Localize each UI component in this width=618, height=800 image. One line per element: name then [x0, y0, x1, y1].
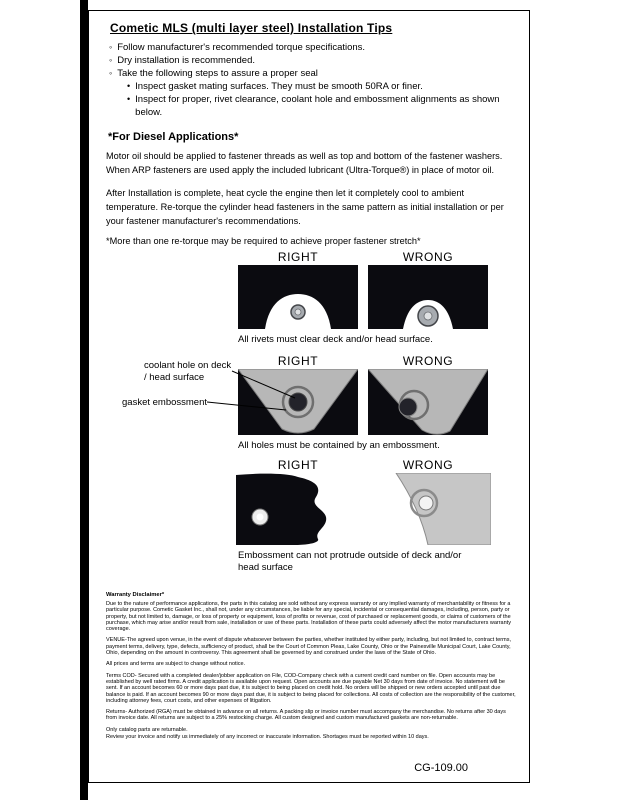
legal-paragraph: Returns- Authorized (RGA) must be obtained in advance on all returns. A packing slip or invoice number must accompany the merchandise. No returns after 30 days from invoice date. All returns are subject to a 25% restocking charge. All custom designed and custom manufactured gaskets are non-returnable. — [106, 709, 506, 722]
diagram-protrusion-right-image — [236, 473, 361, 545]
legal-paragraph: Terms COD- Secured with a completed dealer/jobber application on File, COD-Company check with a current credit card number on file. Open accounts may be established by well rated firms. A credit application is available upon request. Open accounts are due payable Net 30 days from date of invoice. No statement will be sent. If an account becomes 60 or more days past due, it is subject to being placed on credit hold. No orders will be shipped or new orders accepted until past due balance is paid. If an account becomes 90 or more days past due, it is subject to being placed for collections. All costs of collection are the responsibility of the customer, including attorney fees, court costs, and other expenses of litigation. — [106, 672, 516, 704]
legal-paragraph: Only catalog parts are returnable. — [106, 726, 188, 733]
tip-sub-bullet — [127, 80, 513, 93]
page-title: Cometic MLS (multi layer steel) Installation Tips — [110, 21, 393, 35]
tip-sub-bullet-text: • Inspect for proper, rivet clearance, coolant hole and embossment alignments as shown below. — [135, 94, 500, 118]
diagram-rivet-right-image — [238, 265, 358, 329]
tip-bullet-text: ◦ Follow manufacturer's recommended torque specifications. — [117, 42, 366, 53]
row1-right-label: RIGHT — [277, 250, 319, 264]
row2-wrong-label: WRONG — [402, 354, 454, 368]
retorque-note: *More than one re-torque may be required to achieve proper fastener stretch* — [106, 236, 421, 246]
legal-paragraph: Due to the nature of performance applications, the parts in this catalog are sold without any express warranty or any implied warranty of merchantability or fitness for a particular purpose. Cometic Gasket Inc., shall not, under any circumstances, be liable for any special, incidental or consequential damages, including, person, party or property, but not limited to, damage, or loss of property or equipment, loss of profits or revenue, cost of purchased or replacement goods, or claims of customers of the purchase, which may arise and/or result from sale, installation or use of these parts. Installation of these parts could adversely affect the motor manufacturers warranty coverage. — [106, 601, 511, 633]
legal-paragraph: VENUE-The agreed upon venue, in the event of dispute whatsoever between the parties, whether instituted by either party, including, but not limited to, contract terms, payment terms, delivery, type, defects, sufficiency of product, shall be the Court of Common Pleas, Lake County, Ohio or the Painesville Municipal Court, Lake County, Ohio, depending on the amount in controversy. This agreement shall be governed by and construed under the laws of the State of Ohio. — [106, 637, 511, 657]
tip-bullet-text: ◦ Take the following steps to assure a proper seal — [117, 68, 318, 79]
page-edge-bar — [80, 0, 88, 800]
row2-caption: All holes must be contained by an embossment. — [238, 440, 440, 451]
diagram-embossment-wrong-image — [368, 369, 488, 435]
legal-section — [106, 592, 518, 740]
gasket-embossment-label: gasket embossment — [122, 397, 208, 408]
diagram-embossment-right-image — [238, 369, 358, 435]
legal-paragraph: All prices and terms are subject to change without notice. — [106, 661, 246, 668]
tip-bullet — [109, 54, 513, 67]
row3-right-label: RIGHT — [277, 458, 319, 472]
tip-bullet — [109, 41, 513, 54]
diesel-paragraph-2: After Installation is complete, heat cycle the engine then let it completely cool to ambient temperature. Re-torque the cylinder head fasteners in the same pattern as initial installation or per your fastener manufacturer's recommendations. — [106, 188, 504, 226]
diesel-paragraph-1: Motor oil should be applied to fastener threads as well as top and bottom of the fastener washers. When ARP fasteners are used apply the included lubricant (Ultra-Torque®) in place of motor oil. — [106, 151, 503, 175]
tip-bullet-text: ◦ Dry installation is recommended. — [117, 55, 256, 66]
diesel-applications-heading: *For Diesel Applications* — [108, 131, 239, 143]
warranty-disclaimer-heading: Warranty Disclaimer* — [106, 592, 165, 598]
row3-caption: Embossment can not protrude outside of deck and/or head surface — [238, 550, 462, 573]
row1-wrong-label: WRONG — [402, 250, 454, 264]
page-frame — [88, 10, 530, 783]
diagram-rivet-wrong-image — [368, 265, 488, 329]
tip-bullet — [109, 67, 513, 80]
catalog-page-code: CG-109.00 — [414, 762, 468, 774]
legal-paragraph: Review your invoice and notify us immediately of any incorrect or inaccurate information. Shortages must be reported within 10 days. — [106, 734, 429, 741]
row1-caption: All rivets must clear deck and/or head surface. — [238, 334, 433, 345]
tip-sub-bullet-text: • Inspect gasket mating surfaces. They must be smooth 50RA or finer. — [135, 81, 423, 92]
diagrams-section — [106, 250, 513, 580]
row3-wrong-label: WRONG — [402, 458, 454, 472]
row2-right-label: RIGHT — [277, 354, 319, 368]
coolant-hole-label: coolant hole on deck / head surface — [144, 360, 232, 383]
tip-sub-bullet — [127, 93, 513, 119]
diagram-protrusion-wrong-image — [366, 473, 491, 545]
page-content — [89, 11, 529, 782]
